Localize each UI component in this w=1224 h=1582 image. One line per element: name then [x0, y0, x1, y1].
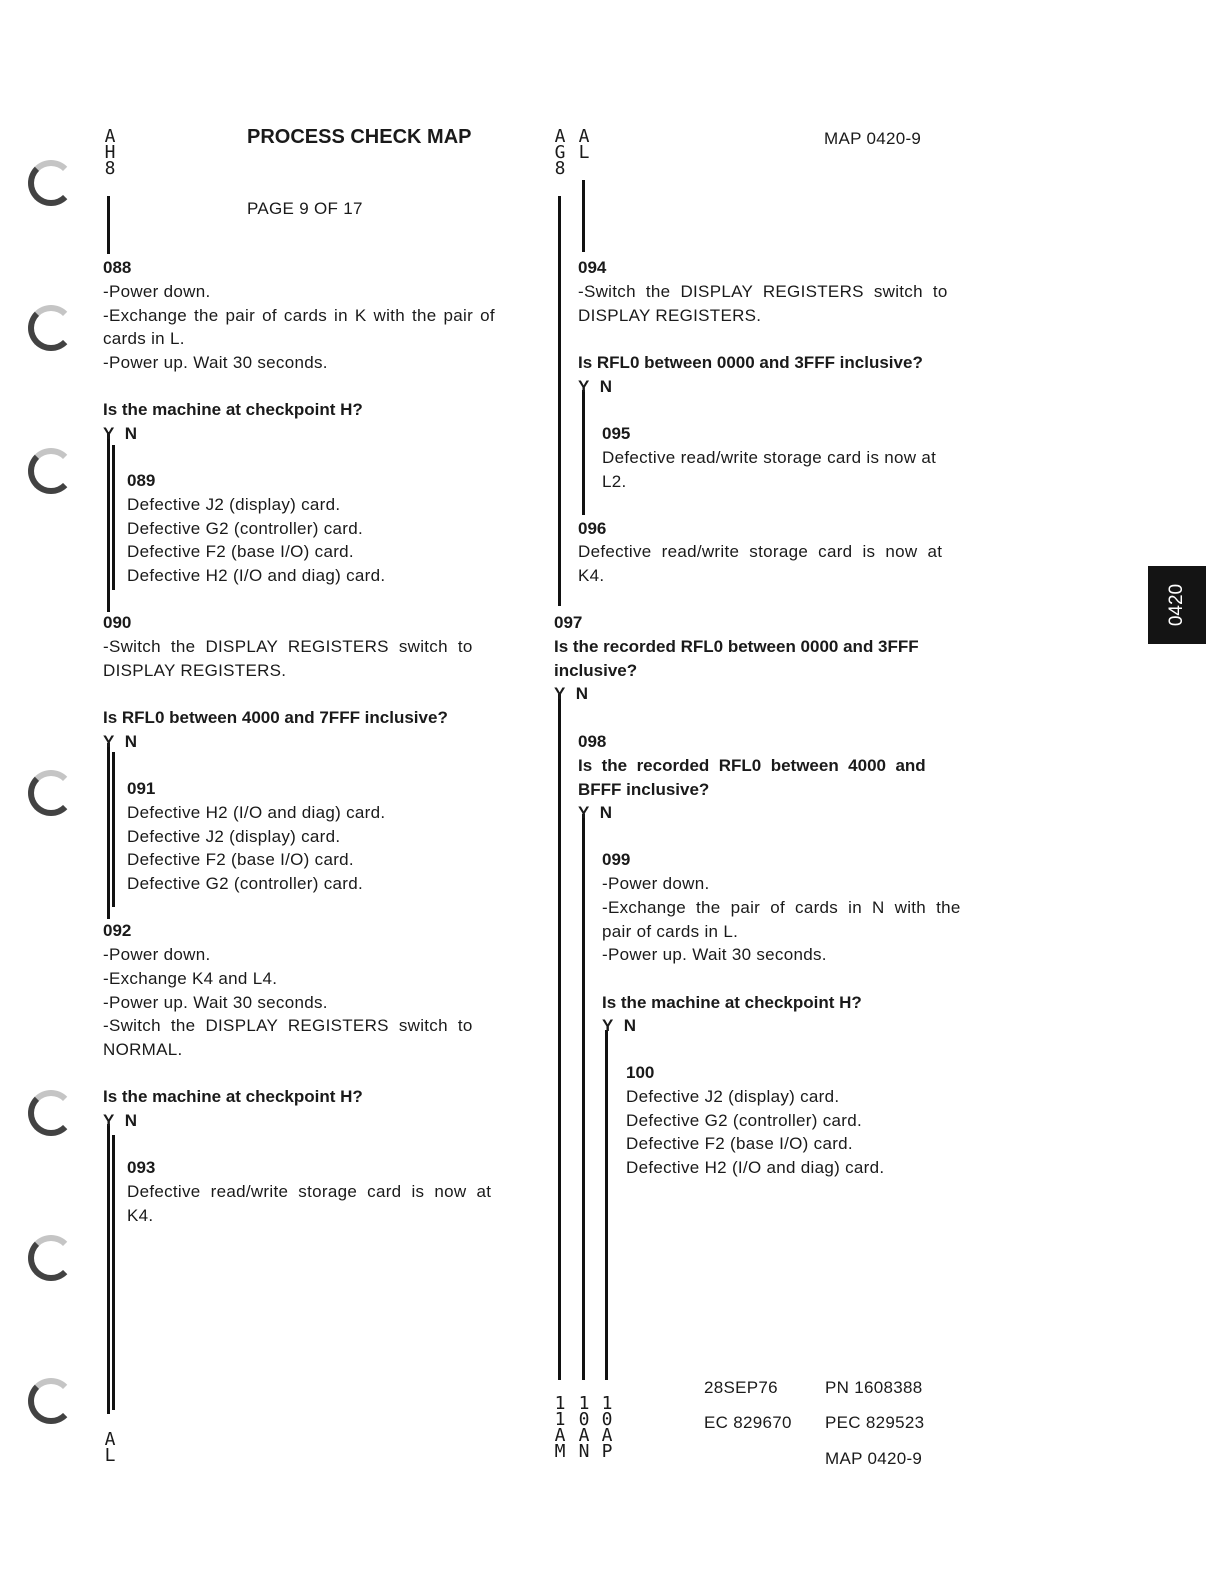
- step-number: 097: [554, 613, 583, 632]
- connector-bottom-mid-3: 1 0 A P: [601, 1393, 613, 1462]
- page-number: PAGE 9 OF 17: [247, 199, 363, 218]
- connector-bottom-mid-1: 1 1 A M: [554, 1393, 566, 1462]
- connector-bottom-left: A L: [104, 1429, 116, 1466]
- question: Is the machine at checkpoint H?: [602, 993, 862, 1012]
- question: Is the recorded RFL0 between 0000 and 3FFF: [554, 637, 919, 656]
- flow-line: [582, 180, 585, 252]
- yes-no-branch: Y N: [103, 1111, 138, 1130]
- step-number: 092: [103, 921, 132, 940]
- step-number: 096: [578, 519, 607, 538]
- flow-line: [582, 814, 585, 1380]
- step-number: 090: [103, 613, 132, 632]
- step-number: 098: [578, 732, 607, 751]
- instruction-line: -Switch the DISPLAY REGISTERS switch to: [103, 637, 473, 656]
- question: BFFF inclusive?: [578, 780, 710, 799]
- yes-no-branch: Y N: [103, 424, 138, 443]
- footer-part-number: PN 1608388: [825, 1378, 923, 1397]
- instruction-line: Defective read/write storage card is now at: [602, 448, 937, 467]
- instruction-line: K4.: [127, 1206, 154, 1225]
- instruction-line: Defective F2 (base I/O) card.: [127, 850, 354, 869]
- binder-hole: [28, 1235, 74, 1281]
- yes-no-branch: Y N: [578, 803, 613, 822]
- section-tab: [1148, 566, 1206, 644]
- instruction-line: -Exchange the pair of cards in N with the: [602, 898, 961, 917]
- step-number: 091: [127, 779, 156, 798]
- flow-line: [107, 743, 110, 919]
- instruction-line: -Power down.: [103, 282, 211, 301]
- instruction-line: Defective J2 (display) card.: [127, 827, 341, 846]
- step-number: 094: [578, 258, 607, 277]
- instruction-line: Defective F2 (base I/O) card.: [127, 542, 354, 561]
- connector-top-left: A H 8: [104, 126, 116, 179]
- binder-hole: [28, 448, 74, 494]
- question: Is the machine at checkpoint H?: [103, 400, 363, 419]
- instruction-line: -Power up. Wait 30 seconds.: [103, 353, 328, 372]
- page-title: PROCESS CHECK MAP: [247, 126, 472, 148]
- instruction-line: -Switch the DISPLAY REGISTERS switch to: [103, 1016, 473, 1035]
- flow-line: [582, 390, 585, 515]
- binder-hole: [28, 1378, 74, 1424]
- map-id-header: MAP 0420-9: [824, 129, 922, 148]
- instruction-line: Defective H2 (I/O and diag) card.: [127, 803, 386, 822]
- step-number: 089: [127, 471, 156, 490]
- footer-pec: PEC 829523: [825, 1413, 925, 1432]
- connector-top-mid-1: A G 8: [554, 126, 566, 179]
- instruction-line: -Power up. Wait 30 seconds.: [602, 945, 827, 964]
- yes-no-branch: Y N: [602, 1016, 637, 1035]
- yes-no-branch: Y N: [578, 377, 613, 396]
- step-number: 093: [127, 1158, 156, 1177]
- instruction-line: DISPLAY REGISTERS.: [103, 661, 287, 680]
- binder-hole: [28, 770, 74, 816]
- instruction-line: Defective G2 (controller) card.: [127, 519, 364, 538]
- instruction-line: Defective G2 (controller) card.: [127, 874, 364, 893]
- binder-hole: [28, 305, 74, 351]
- binder-hole: [28, 160, 74, 206]
- flow-line: [605, 1030, 608, 1380]
- instruction-line: Defective read/write storage card is now at: [127, 1182, 492, 1201]
- instruction-line: -Exchange K4 and L4.: [103, 969, 278, 988]
- instruction-line: Defective J2 (display) card.: [626, 1087, 840, 1106]
- footer-date: 28SEP76: [704, 1378, 778, 1397]
- question: inclusive?: [554, 661, 638, 680]
- instruction-line: Defective F2 (base I/O) card.: [626, 1134, 853, 1153]
- instruction-line: K4.: [578, 566, 605, 585]
- instruction-line: -Exchange the pair of cards in K with the pair of: [103, 306, 495, 325]
- instruction-line: -Power down.: [602, 874, 710, 893]
- instruction-line: Defective H2 (I/O and diag) card.: [626, 1158, 885, 1177]
- yes-no-branch: Y N: [103, 732, 138, 751]
- binder-hole: [28, 1090, 74, 1136]
- connector-top-mid-2: A L: [578, 126, 590, 163]
- flow-line: [112, 445, 115, 590]
- step-number: 099: [602, 850, 631, 869]
- instruction-line: Defective H2 (I/O and diag) card.: [127, 566, 386, 585]
- instruction-line: -Power up. Wait 30 seconds.: [103, 993, 328, 1012]
- connector-bottom-mid-2: 1 0 A N: [578, 1393, 590, 1462]
- instruction-line: Defective read/write storage card is now at: [578, 542, 943, 561]
- instruction-line: DISPLAY REGISTERS.: [578, 306, 762, 325]
- question: Is RFL0 between 0000 and 3FFF inclusive?: [578, 353, 923, 372]
- flow-line: [107, 432, 110, 612]
- question: Is the recorded RFL0 between 4000 and: [578, 756, 926, 775]
- instruction-line: cards in L.: [103, 329, 185, 348]
- question: Is the machine at checkpoint H?: [103, 1087, 363, 1106]
- instruction-line: NORMAL.: [103, 1040, 183, 1059]
- footer-ec: EC 829670: [704, 1413, 792, 1432]
- instruction-line: L2.: [602, 472, 627, 491]
- flow-line: [107, 196, 110, 254]
- step-number: 095: [602, 424, 631, 443]
- instruction-line: pair of cards in L.: [602, 922, 739, 941]
- instruction-line: Defective G2 (controller) card.: [626, 1111, 863, 1130]
- section-tab-label: 0420: [1166, 583, 1187, 627]
- question: Is RFL0 between 4000 and 7FFF inclusive?: [103, 708, 448, 727]
- flow-line: [107, 1124, 110, 1414]
- flow-line: [558, 196, 561, 606]
- step-number: 100: [626, 1063, 655, 1082]
- footer-map-id: MAP 0420-9: [825, 1449, 923, 1468]
- flow-line: [558, 694, 561, 1380]
- instruction-line: -Power down.: [103, 945, 211, 964]
- instruction-line: Defective J2 (display) card.: [127, 495, 341, 514]
- flow-line: [112, 752, 115, 907]
- flow-line: [112, 1135, 115, 1410]
- yes-no-branch: Y N: [554, 684, 589, 703]
- instruction-line: -Switch the DISPLAY REGISTERS switch to: [578, 282, 948, 301]
- step-number: 088: [103, 258, 132, 277]
